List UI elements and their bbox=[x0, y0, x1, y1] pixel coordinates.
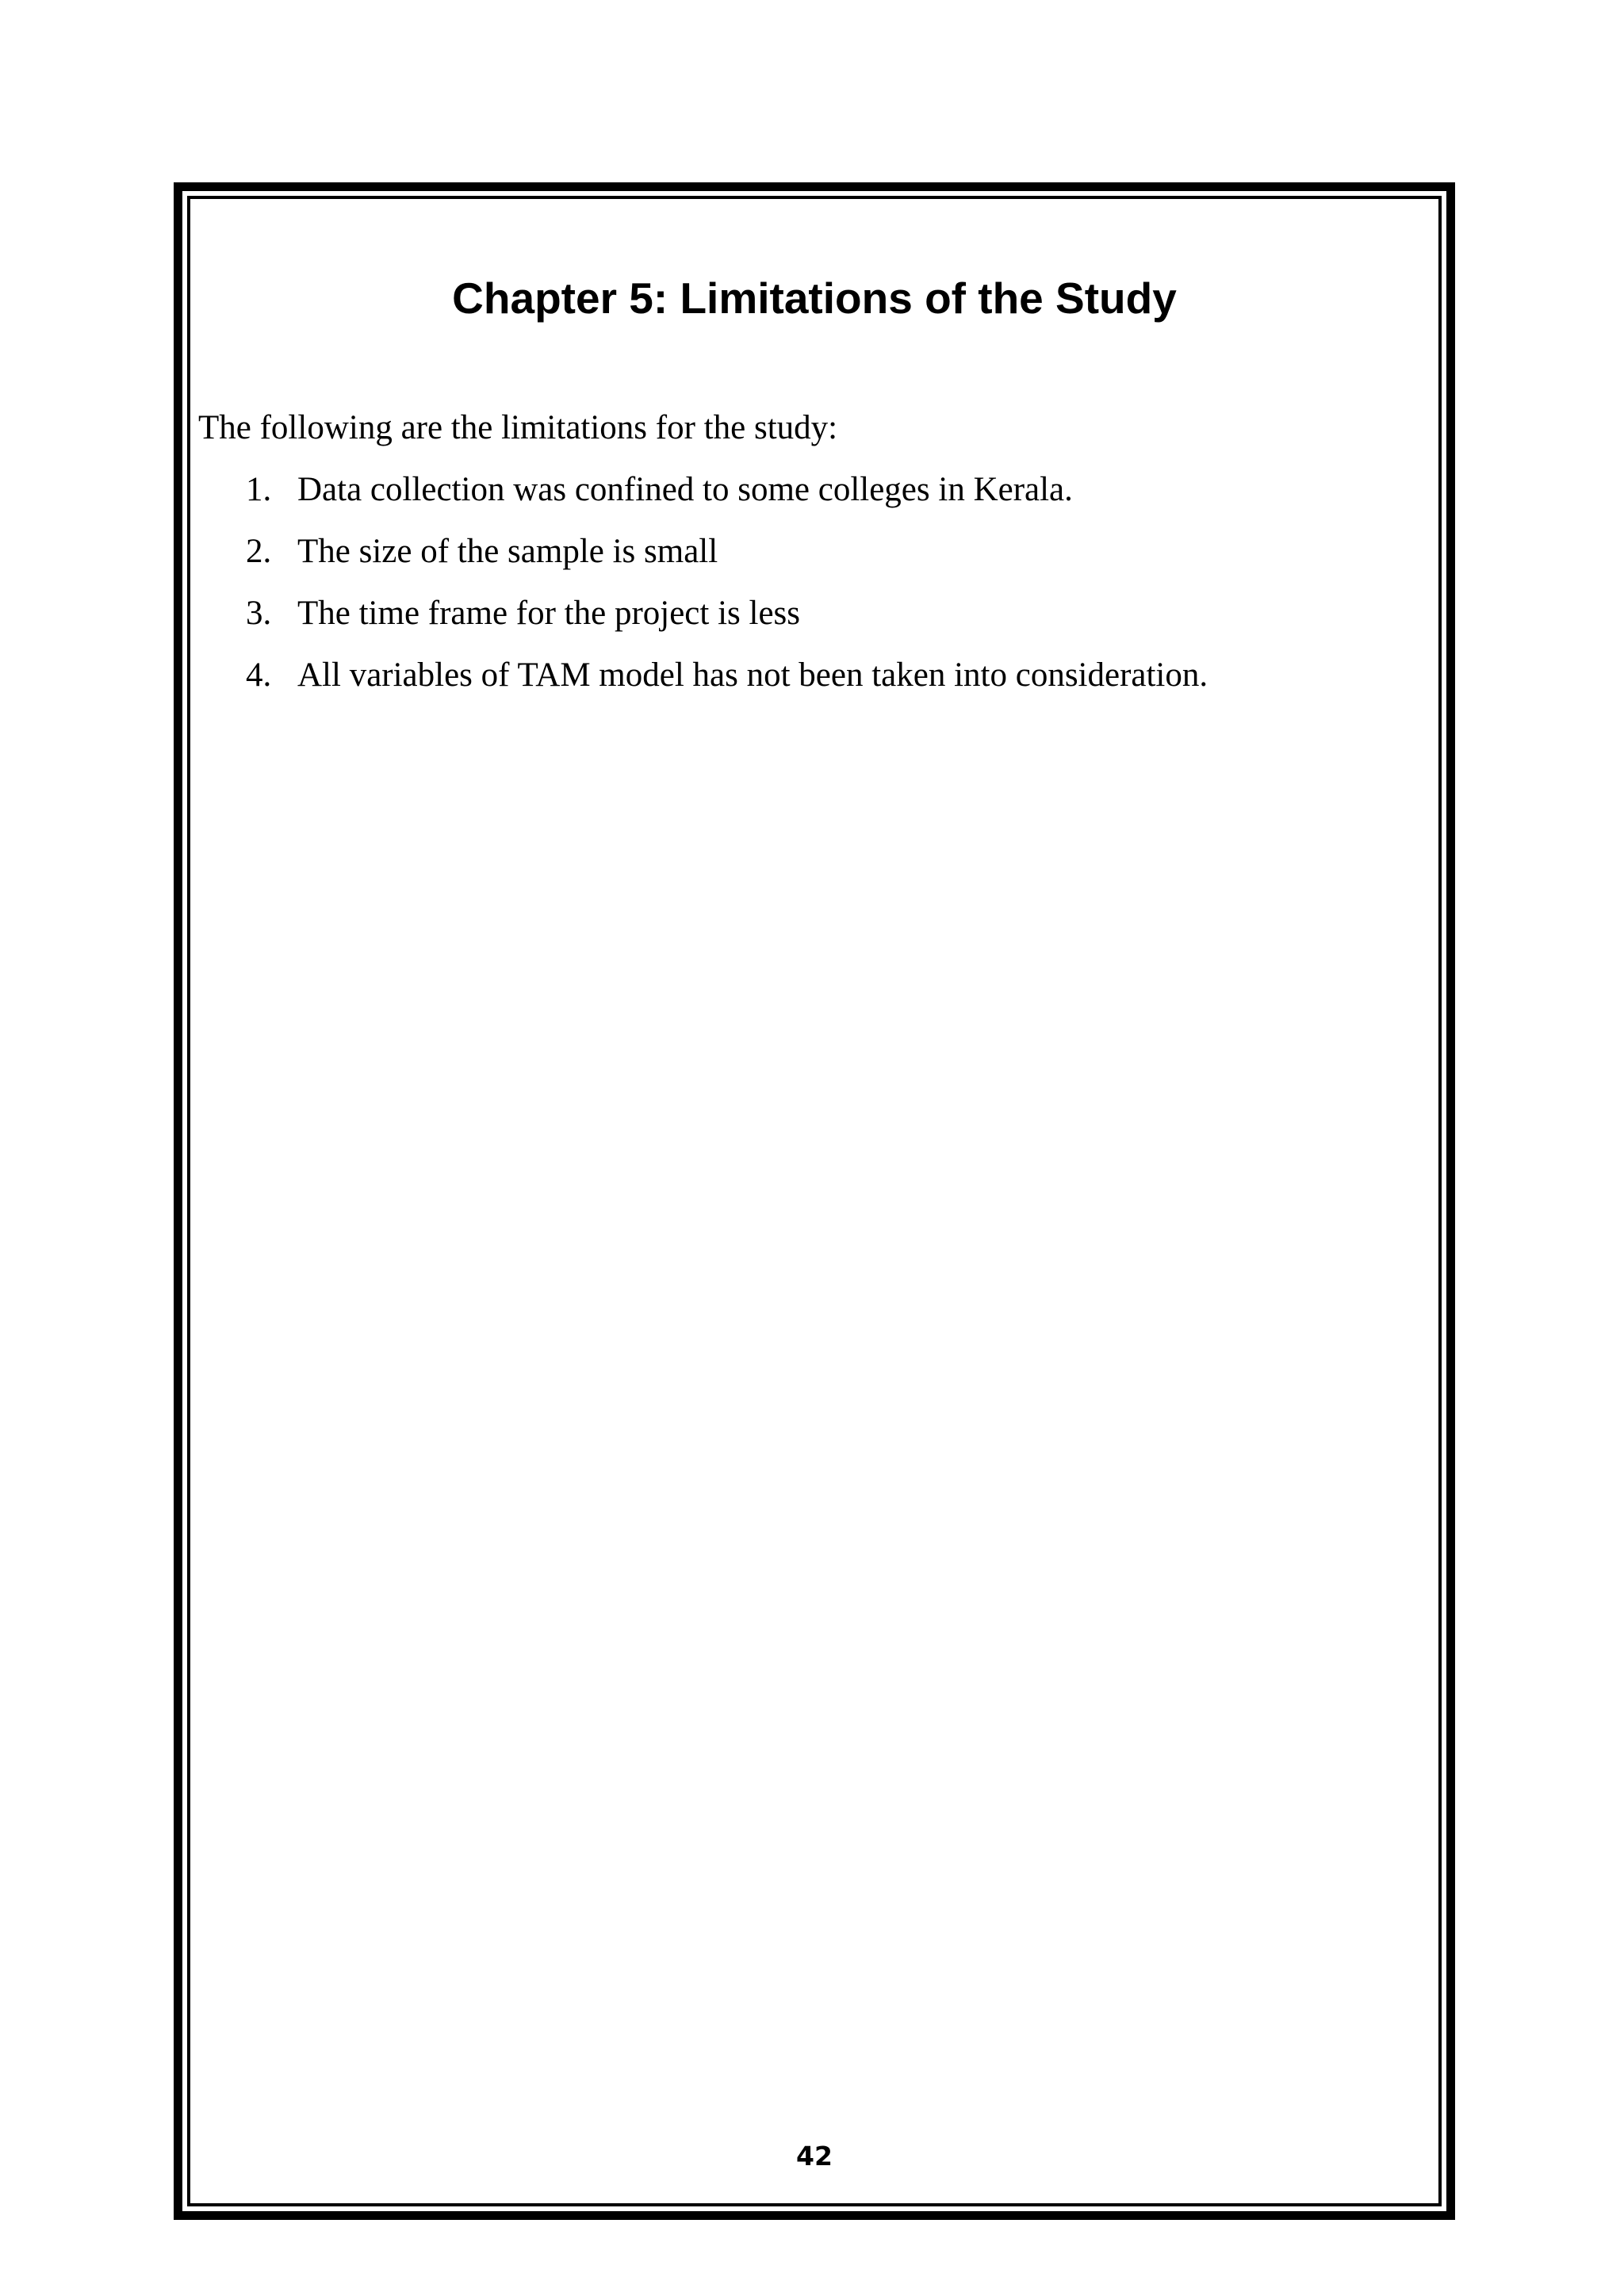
limitation-text: All variables of TAM model has not been taken into consideration. bbox=[297, 656, 1208, 694]
limitation-text: Data collection was confined to some colleges in Kerala. bbox=[297, 471, 1073, 508]
limitation-number: 4. bbox=[246, 656, 272, 694]
limitation-text: The time frame for the project is less bbox=[297, 595, 801, 632]
limitation-text: The size of the sample is small bbox=[297, 533, 718, 570]
limitation-number: 1. bbox=[246, 471, 272, 508]
limitation-number: 3. bbox=[246, 595, 272, 632]
chapter-title: Chapter 5: Limitations of the Study bbox=[452, 274, 1177, 323]
intro-paragraph: The following are the limitations for the study: bbox=[198, 409, 838, 446]
limitation-number: 2. bbox=[246, 533, 272, 570]
page-number: 42 bbox=[796, 2141, 833, 2172]
